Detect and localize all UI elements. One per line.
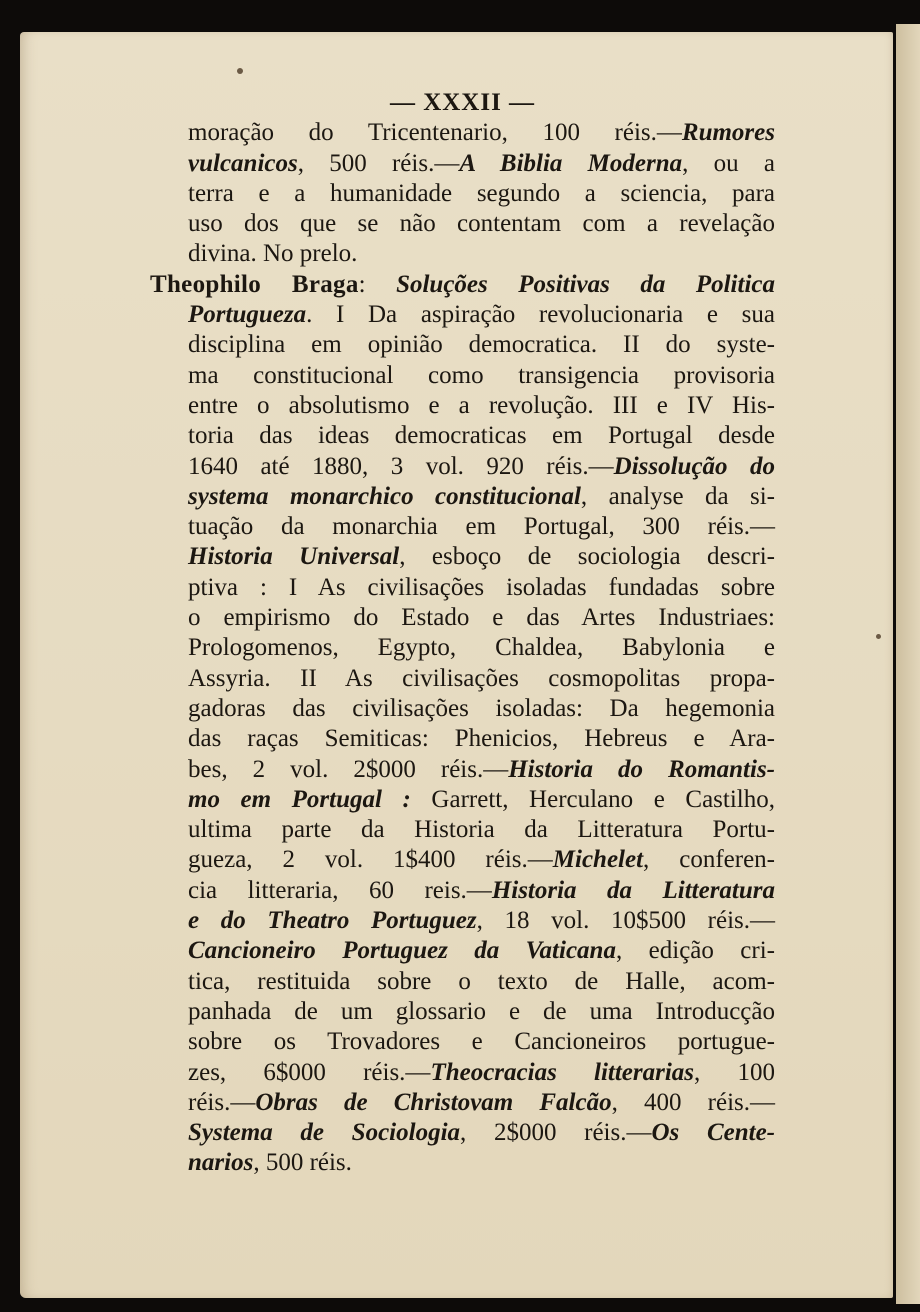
italic-title: e do Theatro Portuguez (188, 907, 477, 935)
text-line (150, 664, 775, 694)
text-span: cia litteraria, 60 reis.— (188, 876, 492, 904)
text-line (150, 573, 775, 603)
text-span: gadoras das civilisações isoladas: Da hegemonia (188, 694, 775, 722)
text-span: , 400 réis.— (611, 1088, 775, 1116)
text-span: 1640 até 1880, 3 vol. 920 réis.— (188, 452, 614, 480)
text-line (150, 1148, 775, 1178)
text-span: ptiva : I As civilisações isoladas fundadas sobre (188, 573, 775, 601)
text-span: , 18 vol. 10$500 réis.— (476, 907, 776, 935)
text-span: gueza, 2 vol. 1$400 réis.— (188, 846, 553, 874)
text-span: : (358, 270, 397, 298)
text-span: sobre os Trovadores e Cancioneiros portugue- (188, 1028, 775, 1056)
text-span: moração do Tricentenario, 100 réis.— (188, 119, 682, 147)
text-span: Assyria. II As civilisações cosmopolitas propa- (188, 664, 775, 692)
text-line (150, 421, 775, 451)
text-span: toria das ideas democraticas em Portugal desde (188, 422, 775, 450)
text-line (150, 209, 775, 239)
text-line (150, 179, 775, 209)
text-line (150, 239, 775, 269)
text-block (150, 88, 775, 1179)
italic-title: systema monarchico constitucional (188, 482, 581, 510)
text-span: , analyse da si- (580, 482, 775, 510)
text-line (150, 967, 775, 997)
text-line (150, 724, 775, 754)
text-span: bes, 2 vol. 2$000 réis.— (188, 755, 509, 783)
text-line (150, 906, 775, 936)
text-span: panhada de um glossario e de uma Introducção (188, 997, 775, 1025)
text-span: , 100 (694, 1058, 775, 1086)
italic-title: Michelet (552, 846, 644, 874)
text-span: uso dos que se não contentam com a revelação (188, 210, 775, 238)
text-line (150, 1088, 775, 1118)
italic-title: Systema de Sociologia (188, 1119, 461, 1147)
text-line (150, 391, 775, 421)
text-span: , 500 réis.— (297, 149, 460, 177)
text-span: , esboço de sociologia descri- (399, 543, 775, 571)
italic-title: Dissolução do (613, 452, 775, 480)
text-line (150, 270, 775, 300)
text-span: ma constitucional como transigencia provisoria (188, 361, 775, 389)
text-span: zes, 6$000 réis.— (188, 1058, 431, 1086)
italic-title: Historia da Litteratura (491, 876, 775, 904)
text-line (150, 149, 775, 179)
italic-title: Portugueza (188, 301, 307, 329)
italic-title: A Biblia Moderna (459, 149, 683, 177)
italic-title: Soluções Positivas da Politica (396, 270, 775, 298)
text-span: tica, restituida sobre o texto de Halle, acom- (188, 967, 775, 995)
text-line (150, 1118, 775, 1148)
facing-page-edge (896, 24, 920, 1304)
text-line (150, 755, 775, 785)
text-span: , edição cri- (615, 937, 776, 965)
text-line (150, 845, 775, 875)
text-line (150, 1058, 775, 1088)
text-span: Prologomenos, Egypto, Chaldea, Babylonia e (188, 634, 775, 662)
text-span: o empirismo do Estado e das Artes Industriaes: (188, 604, 775, 632)
body-text (150, 118, 775, 1178)
text-line (150, 815, 775, 845)
text-line (150, 361, 775, 391)
italic-title: vulcanicos (188, 149, 298, 177)
running-head: — XXXII — (389, 89, 536, 116)
text-line (150, 300, 775, 330)
text-line (150, 694, 775, 724)
text-line (150, 118, 775, 148)
ink-speck (876, 634, 881, 639)
text-line (150, 1027, 775, 1057)
text-span: das raças Semiticas: Phenicios, Hebreus e Ara- (188, 725, 775, 753)
text-span: divina. No prelo. (188, 240, 358, 268)
text-span: terra e a humanidade segundo a sciencia, para (188, 179, 775, 207)
italic-title: Os Cente- (651, 1119, 775, 1147)
text-span: entre o absolutismo e a revolução. III e IV His- (188, 391, 775, 419)
italic-title: narios (188, 1149, 254, 1177)
text-span: , 2$000 réis.— (460, 1119, 652, 1147)
text-line (150, 542, 775, 572)
italic-title: Cancioneiro Portuguez da Vaticana (188, 937, 616, 965)
text-line (150, 633, 775, 663)
text-span: Garrett, Herculano e Castilho, (410, 785, 775, 813)
italic-title: Historia Universal (188, 543, 400, 571)
text-line (150, 936, 775, 966)
text-line (150, 452, 775, 482)
italic-title: Historia do Romantis- (508, 755, 775, 783)
italic-title: Theocracias litterarias (430, 1058, 695, 1086)
text-span: , 500 réis. (253, 1149, 352, 1177)
italic-title: Rumores (681, 119, 775, 147)
text-line (150, 785, 775, 815)
text-span: disciplina em opinião democratica. II do syste- (188, 331, 775, 359)
text-span: tuação da monarchia em Portugal, 300 réis.— (188, 513, 775, 541)
text-line (150, 603, 775, 633)
text-line (150, 482, 775, 512)
text-span: . I Da aspiração revolucionaria e sua (306, 301, 775, 329)
text-line (150, 330, 775, 360)
italic-title: Obras de Christovam Falcão (255, 1088, 612, 1116)
text-span: , conferen- (643, 846, 775, 874)
italic-title: mo em Portugal : (188, 785, 411, 813)
text-span: ultima parte da Historia da Litteratura Portu- (188, 816, 775, 844)
text-line (150, 876, 775, 906)
text-span: réis.— (188, 1088, 256, 1116)
author-name: Theophilo Braga (150, 270, 359, 298)
text-span: , ou a (682, 149, 775, 177)
ink-speck (237, 68, 243, 74)
text-line (150, 997, 775, 1027)
text-line (150, 512, 775, 542)
